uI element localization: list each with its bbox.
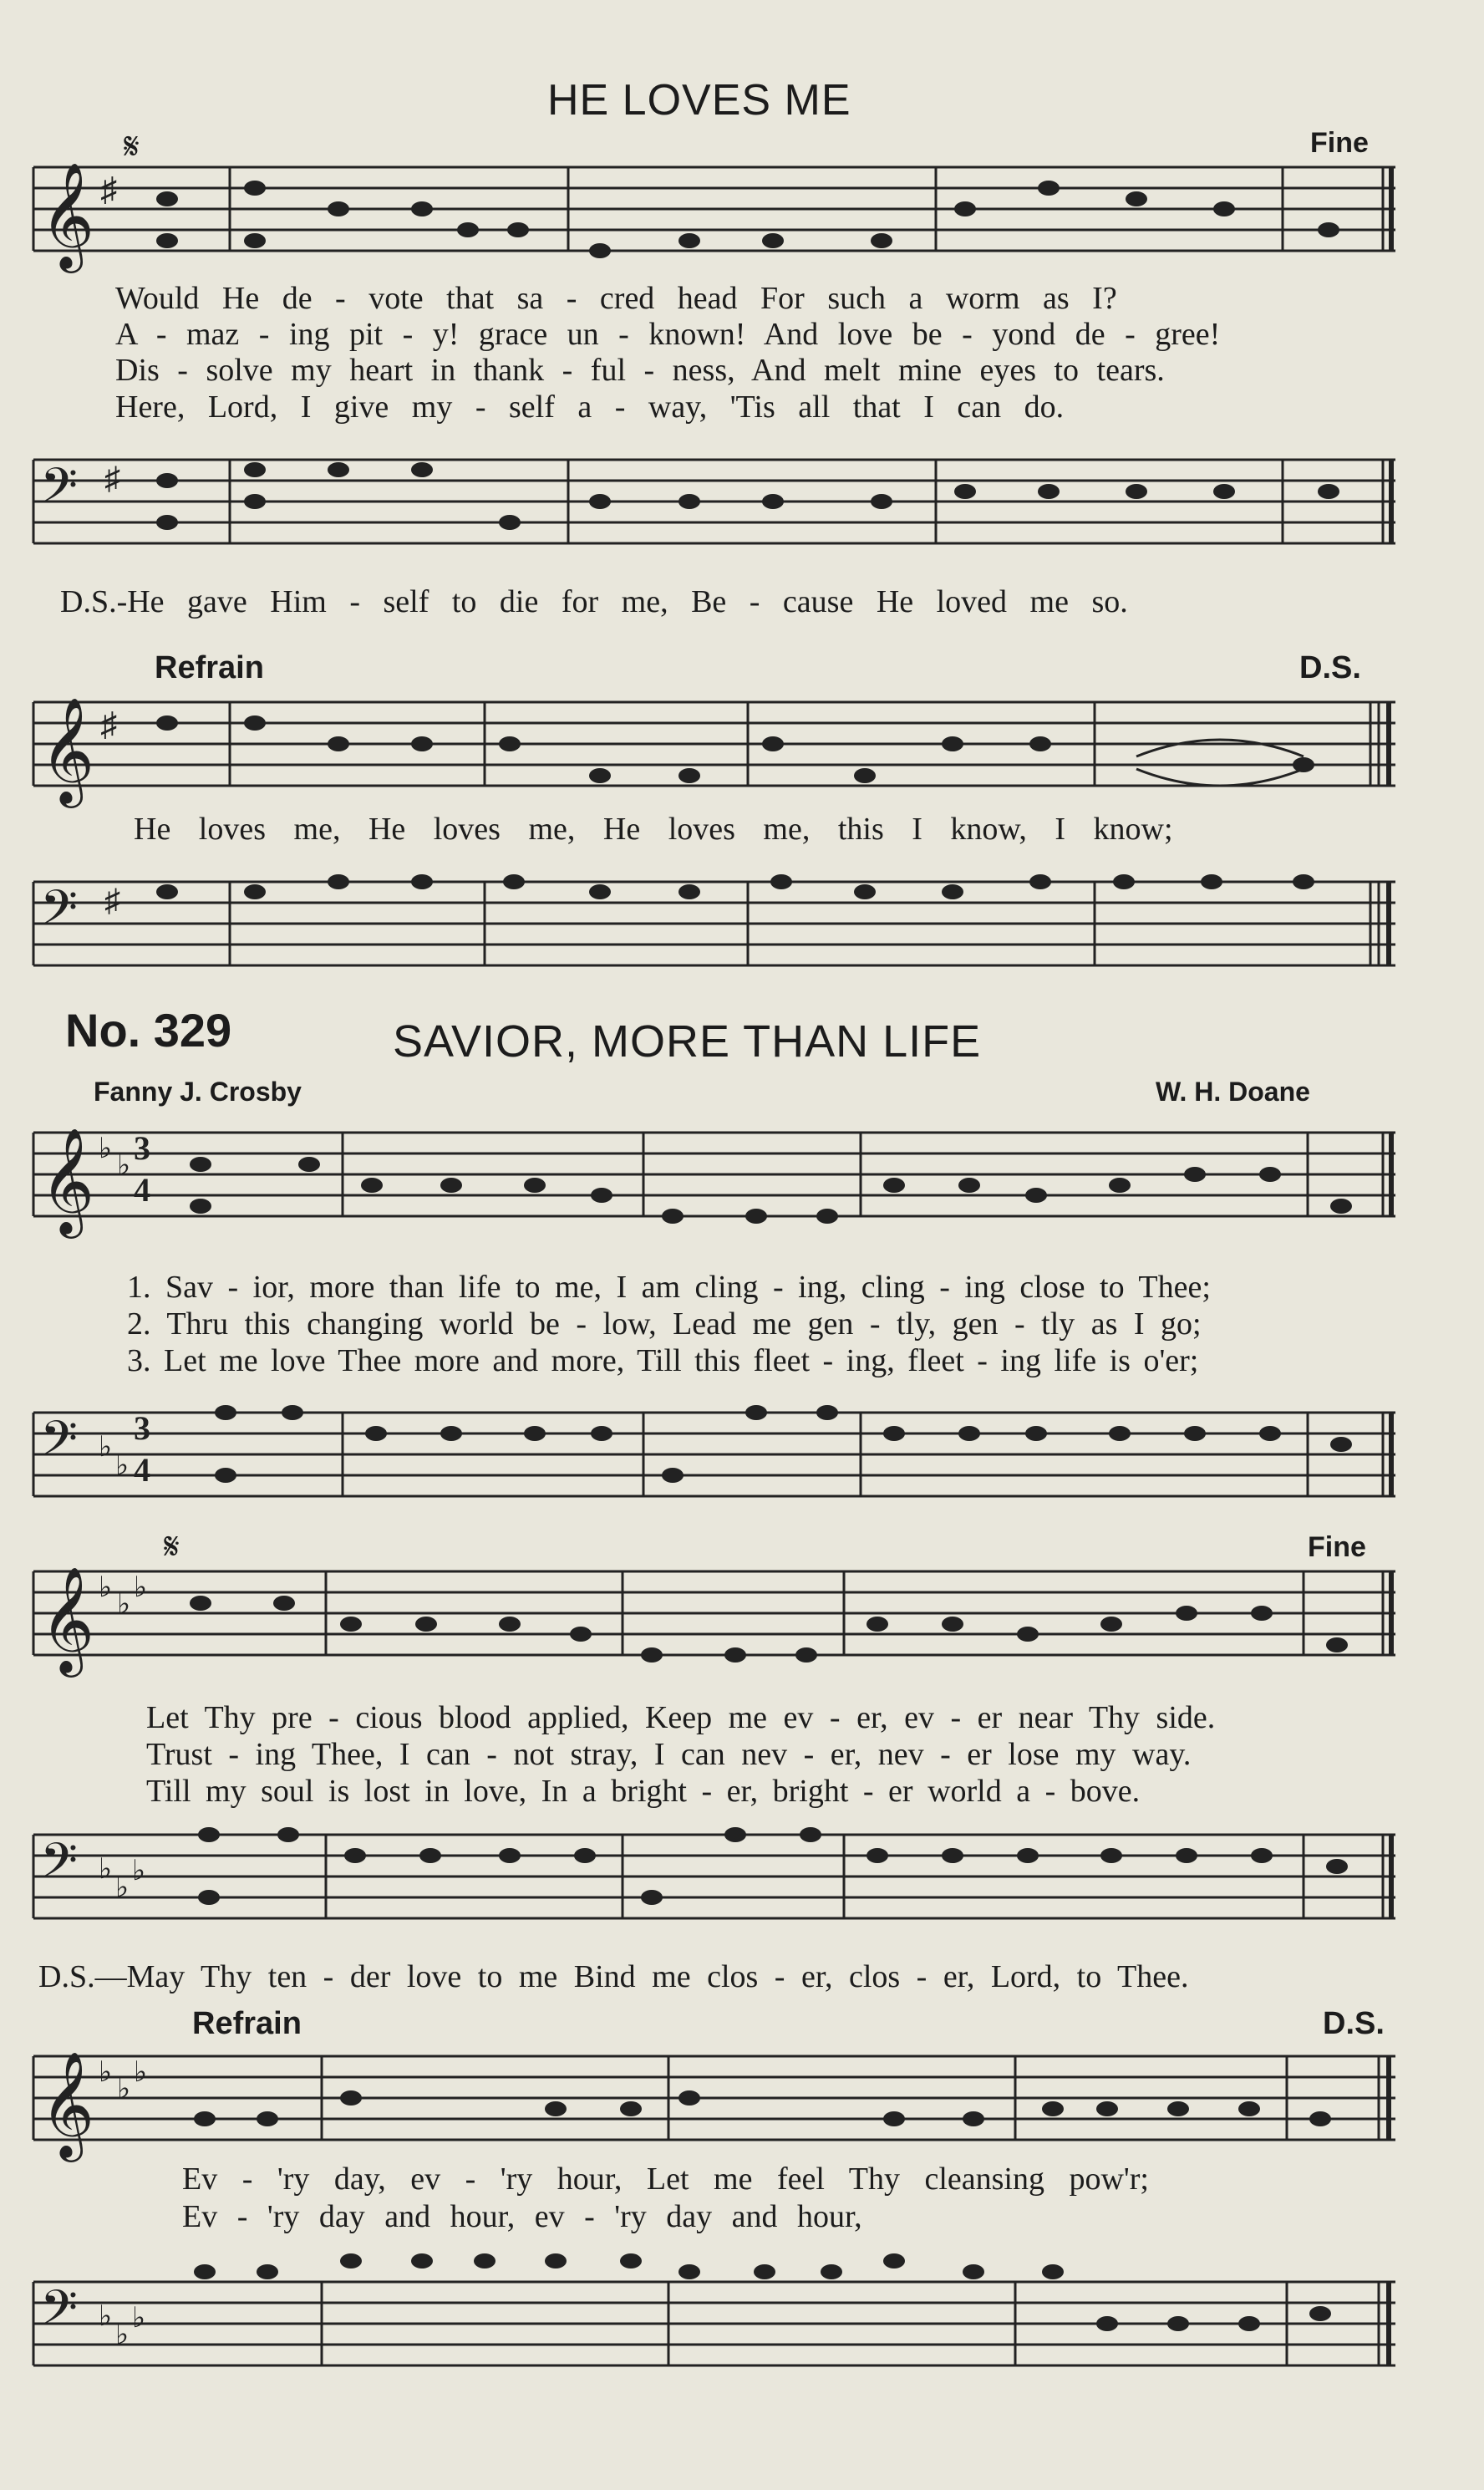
svg-text:♭: ♭ [134, 2057, 148, 2088]
segno-symbol: 𝄋 [164, 1526, 180, 1567]
verse-line-4: Here, Lord, I give my - self a - way, 'Tis all that I can do. [115, 390, 1065, 425]
ds-mark: D.S. [1323, 2006, 1385, 2041]
svg-text:𝄢: 𝄢 [40, 2283, 79, 2347]
hymn-title: SAVIOR, MORE THAN LIFE [393, 1016, 982, 1067]
svg-text:𝄞: 𝄞 [40, 700, 95, 802]
svg-text:♭: ♭ [115, 2319, 130, 2350]
svg-text:♭: ♭ [132, 2303, 146, 2334]
verse-line-3: 3. Let me love Thee more and more, Till this fleet - ing, fleet - ing life is o'er; [127, 1343, 1199, 1378]
refrain-lyric: He loves me, He loves me, He loves me, this I know, I know; [134, 812, 1173, 847]
verse-b-line-2: Trust - ing Thee, I can - not stray, I can nev - er, nev - er lose my way. [146, 1737, 1192, 1772]
svg-text:𝄞: 𝄞 [40, 165, 95, 267]
svg-text:𝄢: 𝄢 [40, 1413, 79, 1478]
svg-text:♭: ♭ [117, 2074, 131, 2105]
svg-text:♯: ♯ [104, 461, 120, 496]
author: Fanny J. Crosby [94, 1077, 302, 1107]
bass-staff-system-3 [0, 1810, 1484, 1977]
verse-line-2: 2. Thru this changing world be - low, Lead me gen - tly, gen - tly as I go; [127, 1306, 1202, 1342]
svg-text:♭: ♭ [115, 1872, 130, 1903]
treble-staff-refrain-1 [0, 677, 1484, 827]
svg-text:♭: ♭ [117, 1150, 131, 1181]
verse-line-3: Dis - solve my heart in thank - ful - ness, And melt mine eyes to tears. [115, 353, 1165, 388]
svg-text:♭: ♭ [99, 2057, 113, 2088]
svg-text:♯: ♯ [100, 705, 117, 743]
bass-staff-system-2 [0, 1388, 1484, 1555]
refrain-label: Refrain [155, 650, 264, 685]
svg-text:𝄞: 𝄞 [40, 1130, 95, 1232]
svg-text:4: 4 [134, 1451, 150, 1489]
verse-b-line-3: Till my soul is lost in love, In a bright - er, bright - er world a - bove. [146, 1774, 1141, 1809]
fine-mark: Fine [1310, 127, 1369, 159]
svg-text:𝄢: 𝄢 [40, 461, 79, 525]
svg-text:♯: ♯ [100, 171, 117, 208]
svg-text:♭: ♭ [132, 1856, 146, 1887]
svg-text:♭: ♭ [134, 1572, 148, 1603]
bass-staff-refrain-2 [0, 2240, 1484, 2432]
bass-staff-system-1 [0, 435, 1484, 593]
svg-text:♭: ♭ [117, 1589, 131, 1620]
treble-staff-system-2 [0, 1108, 1484, 1275]
refrain-lyric-1: Ev - 'ry day, ev - 'ry hour, Let me feel Thy cleansing pow'r; [182, 2162, 1149, 2197]
svg-text:♭: ♭ [99, 2301, 113, 2332]
fine-mark: Fine [1308, 1531, 1366, 1563]
ds-mark: D.S. [1299, 650, 1361, 685]
refrain-lyric-2: Ev - 'ry day and hour, ev - 'ry day and hour, [182, 2199, 862, 2234]
hymn-number: No. 329 [65, 1004, 232, 1057]
svg-text:♭: ♭ [99, 1432, 113, 1463]
segno-symbol: 𝄋 [124, 126, 140, 167]
svg-text:3: 3 [134, 1409, 150, 1447]
hymn-title: HE LOVES ME [547, 76, 851, 125]
treble-staff-system-3 [0, 1546, 1484, 1713]
svg-text:𝄢: 𝄢 [40, 1836, 79, 1900]
verse-line-1: Would He de - vote that sa - cred head For such a worm as I? [115, 281, 1117, 316]
composer: W. H. Doane [1156, 1077, 1310, 1107]
svg-text:𝄢: 𝄢 [40, 883, 79, 947]
svg-text:4: 4 [134, 1171, 150, 1209]
ds-lyric-line: D.S.-He gave Him - self to die for me, Be - cause He loved me so. [60, 584, 1128, 619]
svg-text:♭: ♭ [115, 1450, 130, 1481]
verse-line-1: 1. Sav - ior, more than life to me, I am cling - ing, cling - ing close to Thee; [127, 1270, 1211, 1305]
svg-text:3: 3 [134, 1129, 150, 1167]
refrain-label: Refrain [192, 2006, 302, 2041]
svg-text:𝄞: 𝄞 [40, 1569, 95, 1671]
bass-staff-refrain-1 [0, 857, 1484, 999]
svg-text:♭: ♭ [99, 1854, 113, 1885]
svg-text:♭: ♭ [99, 1572, 113, 1603]
svg-text:♭: ♭ [99, 1133, 113, 1164]
ds-lyric-line: D.S.—May Thy ten - der love to me Bind me clos - er, clos - er, Lord, to Thee. [38, 1959, 1189, 1994]
verse-line-2: A - maz - ing pit - y! grace un - known! And love be - yond de - gree! [115, 317, 1221, 352]
verse-b-line-1: Let Thy pre - cious blood applied, Keep me ev - er, ev - er near Thy side. [146, 1700, 1216, 1735]
svg-text:𝄞: 𝄞 [40, 2054, 95, 2156]
svg-text:♯: ♯ [104, 883, 120, 919]
